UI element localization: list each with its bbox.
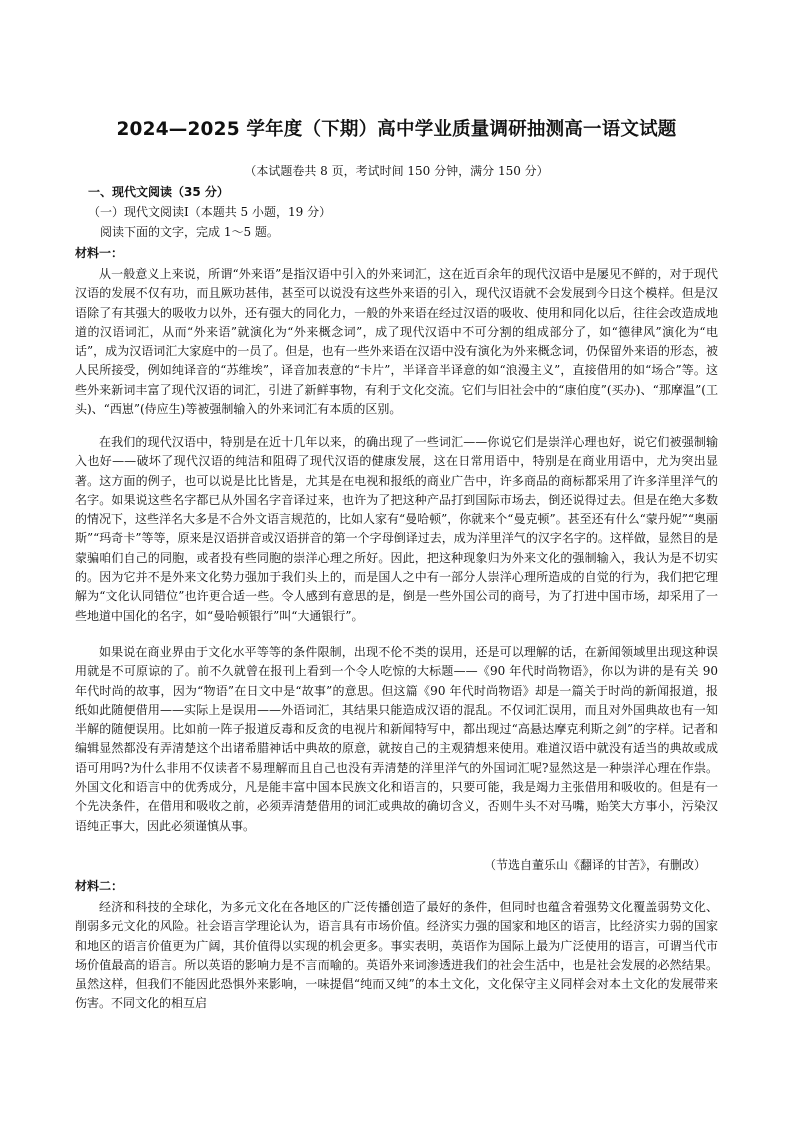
material1-paragraph-1: 从一般意义上来说，所谓“外来语”是指汉语中引入的外来词汇，这在近百余年的现代汉语中是屡见不鲜的，对于现代汉语的发展不仅有功，而且厥功甚伟，甚至可以说没有这些外来语的引入，现代汉语就不会发展到今日这个模样。但是汉语除了有其强大的吸收力以外，还有强大的同化力，一般的外来语在经过汉语的吸收、使用和同化以后，往往会改造成地道的汉语词汇，从而“外来语”就演化为“外来概念词”，成了现代汉语中不可分割的组成部分了，如“德律风”演化为“电话”，成为汉语词汇大家庭中的一员了。但是，也有一些外来语在汉语中没有演化为外来概念词，仍保留外来语的形态，被人民所接受，例如纯译音的“苏维埃”，译音加表意的“卡片”，半译音半译意的如“浪漫主义”，直接借用的如“场合”等。这些外来新词丰富了现代汉语的词汇，引进了新鲜事物，有利于文化交流。它们与旧社会中的“康伯度”(买办)、“那摩温”(工头)、“西崽”(侍应生)等被强制输入的外来词汇有本质的区别。 <box>75 267 718 417</box>
material1-label: 材料一： <box>75 246 124 260</box>
exam-note: （本试题卷共 8 页，考试时间 150 分钟，满分 150 分） <box>244 164 549 178</box>
material1-paragraph-2: 在我们的现代汉语中，特别是在近十几年以来，的确出现了一些词汇——你说它们是崇洋心理也好，说它们被强制输入也好——破坏了现代汉语的纯洁和阻碍了现代汉语的健康发展，这在日常用语中，特别是在商业用语中，尤为突出显著。这方面的例子，也可以说是比比皆是，尤其是在电视和报纸的商业广告中，许多商品的商标都采用了许多洋里洋气的名字。如果说这些名字都已从外国名字音译过来，也许为了把这种产品打到国际市场去，倒还说得过去。但是在绝大多数的情况下，这些洋名大多是不合外文语言规范的，比如人家有“曼哈顿”，你就来个“曼克顿”。甚至还有什么“蒙丹妮”“奥丽斯”“玛奇卡”等等，原来是汉语拼音或汉语拼音的第一个字母倒译过去，成为洋里洋气的汉字名字的。这样做，显然目的是蒙骗咱们自己的同胞，或者投有些同胞的崇洋心理之所好。因此，把这种现象归为外来文化的强制输入，我认为是不切实的。因为它并不是外来文化势力强加于我们头上的，而是国人之中有一部分人崇洋心理所造成的自觉的行为，我们把它理解为“文化认同错位”也许更合适一些。令人感到有意思的是，倒是一些外国公司的商号，为了打进中国市场，却采用了一些地道中国化的名字，如“曼哈顿银行”叫“大通银行”。 <box>75 435 718 623</box>
subsection-heading: （一）现代文阅读Ⅰ（本题共 5 小题，19 分） <box>88 205 332 219</box>
section-heading: 一、现代文阅读（35 分） <box>88 185 229 199</box>
material1-paragraph-3: 如果说在商业界由于文化水平等等的条件限制，出现不伦不类的误用，还是可以理解的话，在新闻领域里出现这种误用就是不可原谅的了。前不久就曾在报刊上看到一个令人吃惊的大标题——《90 年代时尚物语》，你以为讲的是有关 90 年代时尚的故事，因为“物语”在日文中是“故事”的意思。但这篇《90 年代时尚物语》却是一篇关于时尚的新闻报道，报纸如此随便借用——实际上是误用——外语词汇，其结果只能造成汉语的混乱。不仅词汇误用，而且对外国典故也有一知半解的随便误用。比如前一阵子报道反毒和反贪的电视片和新闻特写中，都出现过“高悬达摩克利斯之剑”的字样。记者和编辑显然都没有弄清楚这个出诸希腊神话中典故的原意，就按自己的主观猜想来使用。难道汉语中就没有适当的典故或成语可用吗?为什么非用不仅读者不易理解而且自己也没有弄清楚的洋里洋气的外国词汇呢?显然这是一种崇洋心理在作祟。外国文化和语言中的优秀成分，凡是能丰富中国本民族文化和语言的，只要可能，我是竭力主张借用和吸收的。但是有一个先决条件，在借用和吸收之前，必须弄清楚借用的词汇或典故的确切含义，否则牛头不对马嘴，贻笑大方事小，污染汉语纯正事大，因此必须谨慎从事。 <box>75 645 718 833</box>
instruction-text: 阅读下面的文字，完成 1～5 题。 <box>100 225 279 239</box>
material2-paragraph-1: 经济和科技的全球化，为多元文化在各地区的广泛传播创造了最好的条件，但同时也蕴含着强势文化覆盖弱势文化、削弱多元文化的风险。社会语言学理论认为，语言具有市场价值。经济实力强的国家和地区的语言，比经济实力弱的国家和地区的语言价值更为广阔，其价值得以实现的机会更多。事实表明，英语作为国际上最为广泛使用的语言，可谓当代市场价值最高的语言。所以英语的影响力是不言而喻的。英语外来词渗透进我们的社会生活中，也是社会发展的必然结果。虽然这样，但我们不能因此恐惧外来影响，一味提倡“纯而又纯”的本土文化，文化保守主义同样会对本土文化的发展带来伤害。不同文化的相互启 <box>75 900 718 1011</box>
exam-title: 2024—2025 学年度（下期）高中学业质量调研抽测高一语文试题 <box>116 119 677 140</box>
material1-source: （节选自董乐山《翻译的甘苦》，有删改） <box>483 858 706 872</box>
material2-label: 材料二： <box>75 879 124 893</box>
